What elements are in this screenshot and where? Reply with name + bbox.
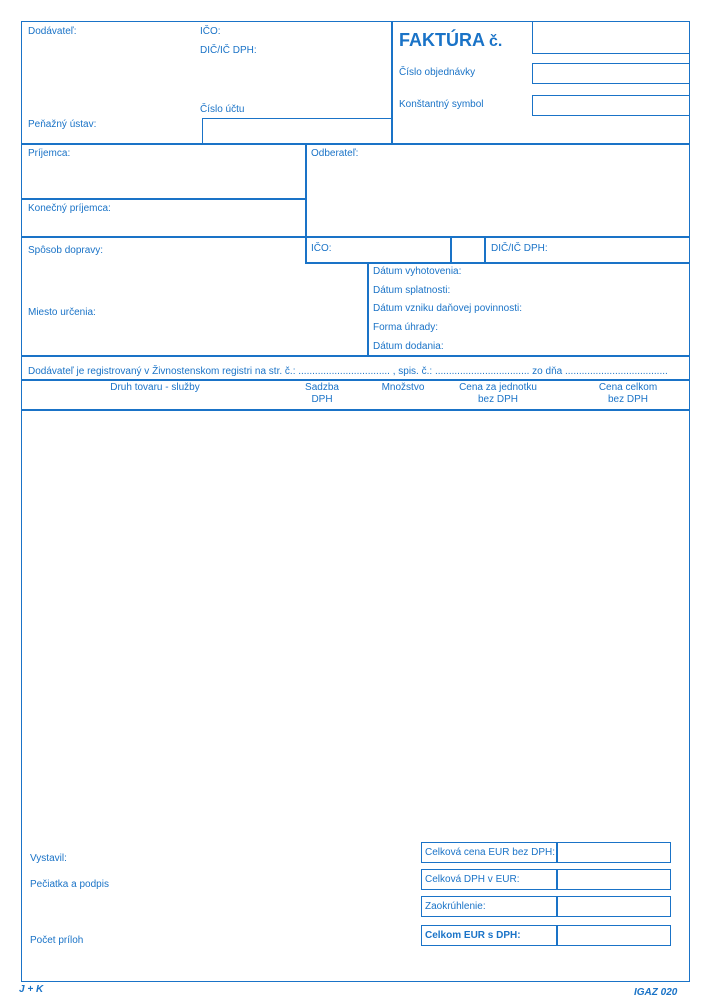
invoice-title-text: FAKTÚRA	[399, 30, 485, 50]
publisher-mark: J + K	[19, 984, 44, 995]
transport-label: Spôsob dopravy:	[28, 245, 104, 256]
total-vat-field[interactable]	[558, 870, 670, 889]
due-date-label: Dátum splatnosti:	[373, 285, 451, 296]
items-area[interactable]	[22, 410, 689, 830]
supplier-ico-label: IČO:	[200, 26, 221, 37]
destination-label: Miesto určenia:	[28, 307, 96, 318]
invoice-number-label: č.	[489, 33, 503, 50]
delivery-date-label: Dátum dodania:	[373, 341, 444, 352]
table-top-line	[21, 379, 690, 381]
col-total-header-2: bez DPH	[607, 394, 648, 405]
total-vat-label: Celková DPH v EUR:	[425, 874, 520, 885]
order-number-label: Číslo objednávky	[399, 67, 476, 78]
registry-statement: Dodávateľ je registrovaný v Živnostenskom registri na str. č.: ................................. , spis. č.: .................................. zo dňa .....................................	[28, 366, 668, 377]
total-excl-vat-field[interactable]	[558, 843, 670, 862]
recipient-divider	[21, 198, 305, 200]
total-incl-vat-label: Celkom EUR s DPH:	[425, 930, 521, 941]
constant-symbol-label: Konštantný symbol	[399, 99, 484, 110]
stamp-signature-label: Pečiatka a podpis	[30, 879, 109, 890]
issued-by-label: Vystavil:	[30, 853, 67, 864]
final-recipient-divider	[21, 236, 690, 238]
rounding-label: Zaokrúhlenie:	[425, 901, 486, 912]
final-recipient-label: Konečný príjemca:	[28, 203, 111, 214]
account-number-field[interactable]	[202, 118, 392, 144]
form-code: IGAZ 020	[634, 987, 678, 998]
ico-dic-vertical-2	[484, 236, 486, 263]
dates-divider	[21, 355, 690, 357]
issue-date-label: Dátum vyhotovenia:	[373, 266, 462, 277]
supplier-label: Dodávateľ:	[28, 26, 77, 37]
col-goods-header: Druh tovaru - služby	[110, 382, 200, 393]
col-vat-rate-header-2: DPH	[311, 394, 333, 405]
total-incl-vat-field[interactable]	[558, 926, 670, 945]
dates-vertical	[367, 262, 369, 355]
bank-label: Peňažný ústav:	[28, 119, 97, 130]
invoice-number-field[interactable]	[532, 21, 690, 54]
recipient-label: Príjemca:	[28, 148, 71, 159]
attachments-count-label: Počet príloh	[30, 935, 84, 946]
order-number-field[interactable]	[532, 63, 690, 84]
customer-label: Odberateľ:	[311, 148, 359, 159]
col-total-header-1: Cena celkom	[598, 382, 658, 393]
ico-dic-vertical	[450, 236, 452, 263]
payment-form-label: Forma úhrady:	[373, 322, 439, 333]
rounding-field[interactable]	[558, 897, 670, 916]
customer-dic-label: DIČ/IČ DPH:	[491, 243, 548, 254]
tax-date-label: Dátum vzniku daňovej povinnosti:	[373, 303, 522, 314]
transport-divider	[305, 262, 690, 264]
total-excl-vat-label: Celková cena EUR bez DPH:	[425, 847, 556, 858]
supplier-dic-label: DIČ/IČ DPH:	[200, 45, 257, 56]
col-unit-price-header-2: bez DPH	[477, 394, 518, 405]
col-vat-rate-header-1: Sadzba	[305, 382, 339, 393]
col-unit-price-header-1: Cena za jednotku	[459, 382, 537, 393]
col-quantity-header: Množstvo	[381, 382, 425, 393]
account-number-label: Číslo účtu	[200, 104, 245, 115]
invoice-title	[399, 29, 502, 53]
customer-ico-label: IČO:	[311, 243, 332, 254]
parties-vertical	[305, 143, 307, 263]
constant-symbol-field[interactable]	[532, 95, 690, 116]
